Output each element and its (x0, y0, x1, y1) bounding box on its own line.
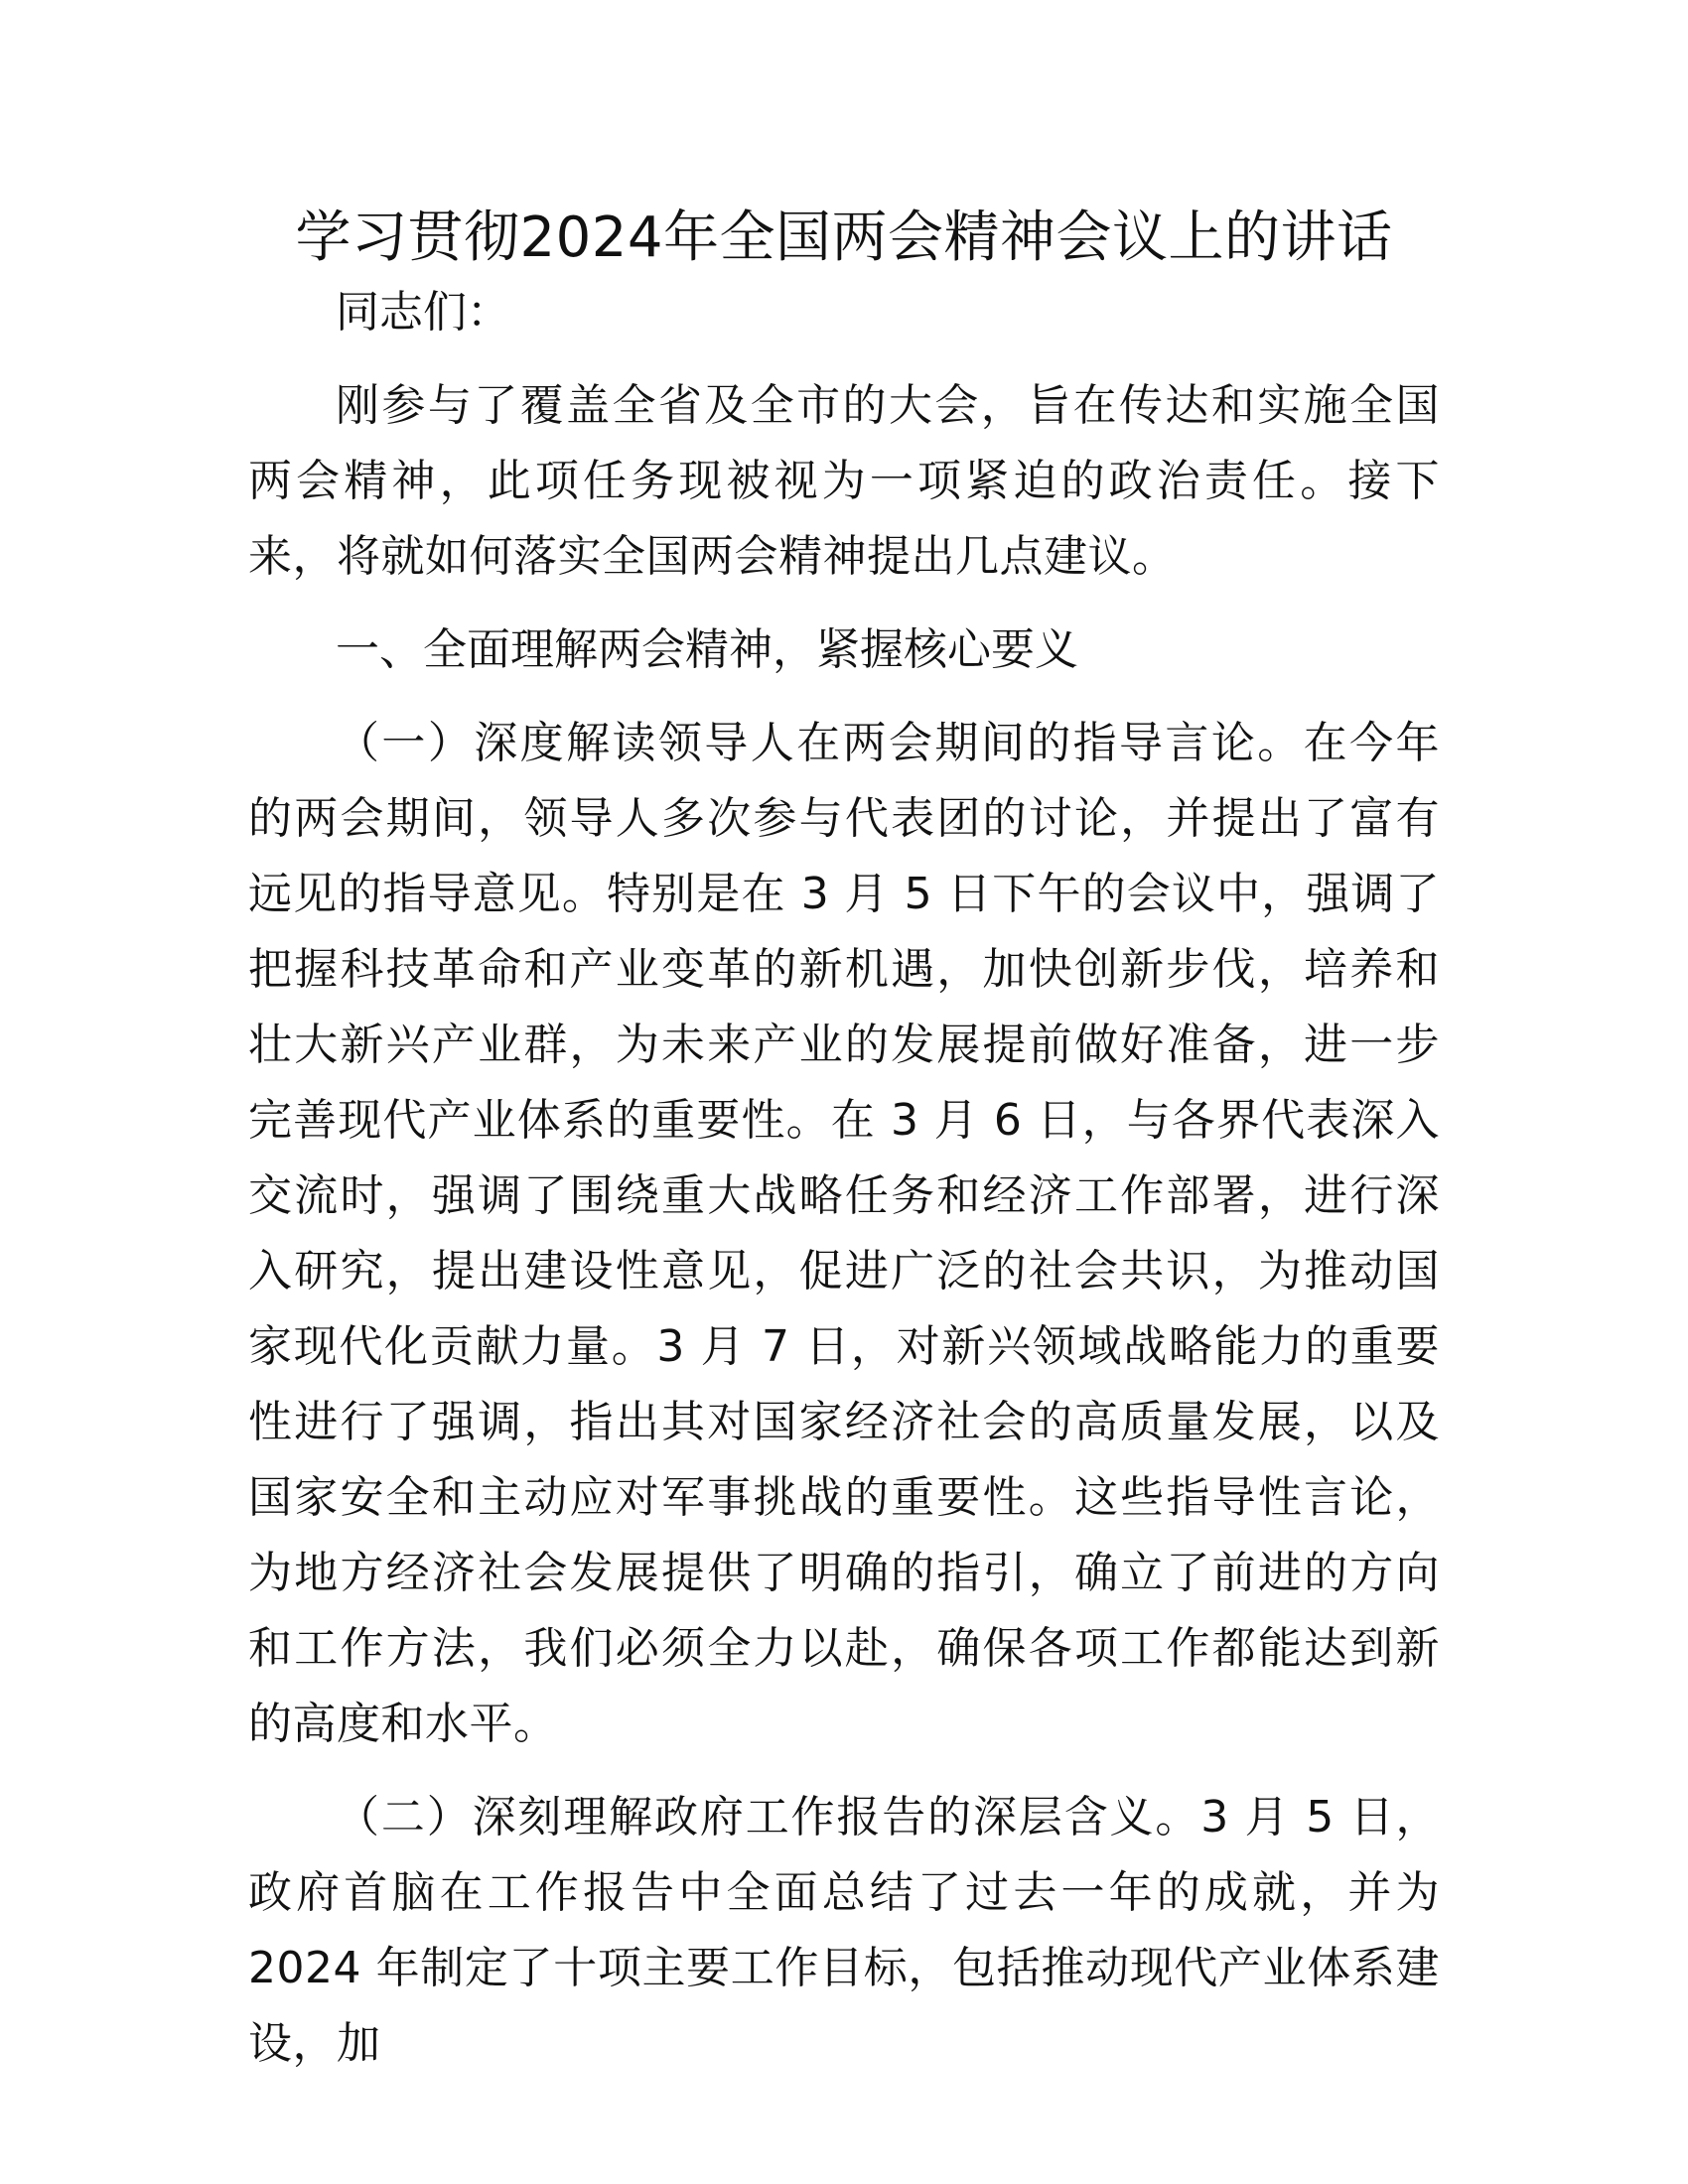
greeting: 同志们： (336, 287, 510, 338)
document-title: 学习贯彻2024年全国两会精神会议上的讲话 (295, 205, 1393, 270)
paragraph-1: （一）深度解读领导人在两会期间的指导言论。在今年的两会期间，领导人多次参与代表团的讨论，并提出了富有远见的指导意见。特别是在 3 月 5 日下午的会议中，强调了把握科技革命和产业变革的新机遇，加快创新步伐，培养和壮大新兴产业群，为未来产业的发展提前做好准备，进一步完善现代产业体系的重要性。在 3 月 6 日，与各界代表深入交流时，强调了围绕重大战略任务和经济工作部署，进行深入研究，提出建设性意见，促进广泛的社会共识，为推动国家现代化贡献力量。3 月 7 日，对新兴领域战略能力的重要性进行了强调，指出其对国家经济社会的高质量发展，以及国家安全和主动应对军事挑战的重要性。这些指导性言论，为地方经济社会发展提供了明确的指引，确立了前进的方向和工作方法，我们必须全力以赴，确保各项工作都能达到新的高度和水平。 (248, 718, 1440, 1749)
section-heading-1: 一、全面理解两会精神，紧握核心要义 (336, 624, 1078, 675)
document-body (248, 275, 1440, 2100)
intro-paragraph: 刚参与了覆盖全省及全市的大会，旨在传达和实施全国两会精神，此项任务现被视为一项紧迫的政治责任。接下来，将就如何落实全国两会精神提出几点建议。 (248, 380, 1440, 582)
paragraph-2: （二）深刻理解政府工作报告的深层含义。3 月 5 日，政府首脑在工作报告中全面总结了过去一年的成就，并为 2024 年制定了十项主要工作目标，包括推动现代产业体系建设，加 (248, 1792, 1440, 2069)
